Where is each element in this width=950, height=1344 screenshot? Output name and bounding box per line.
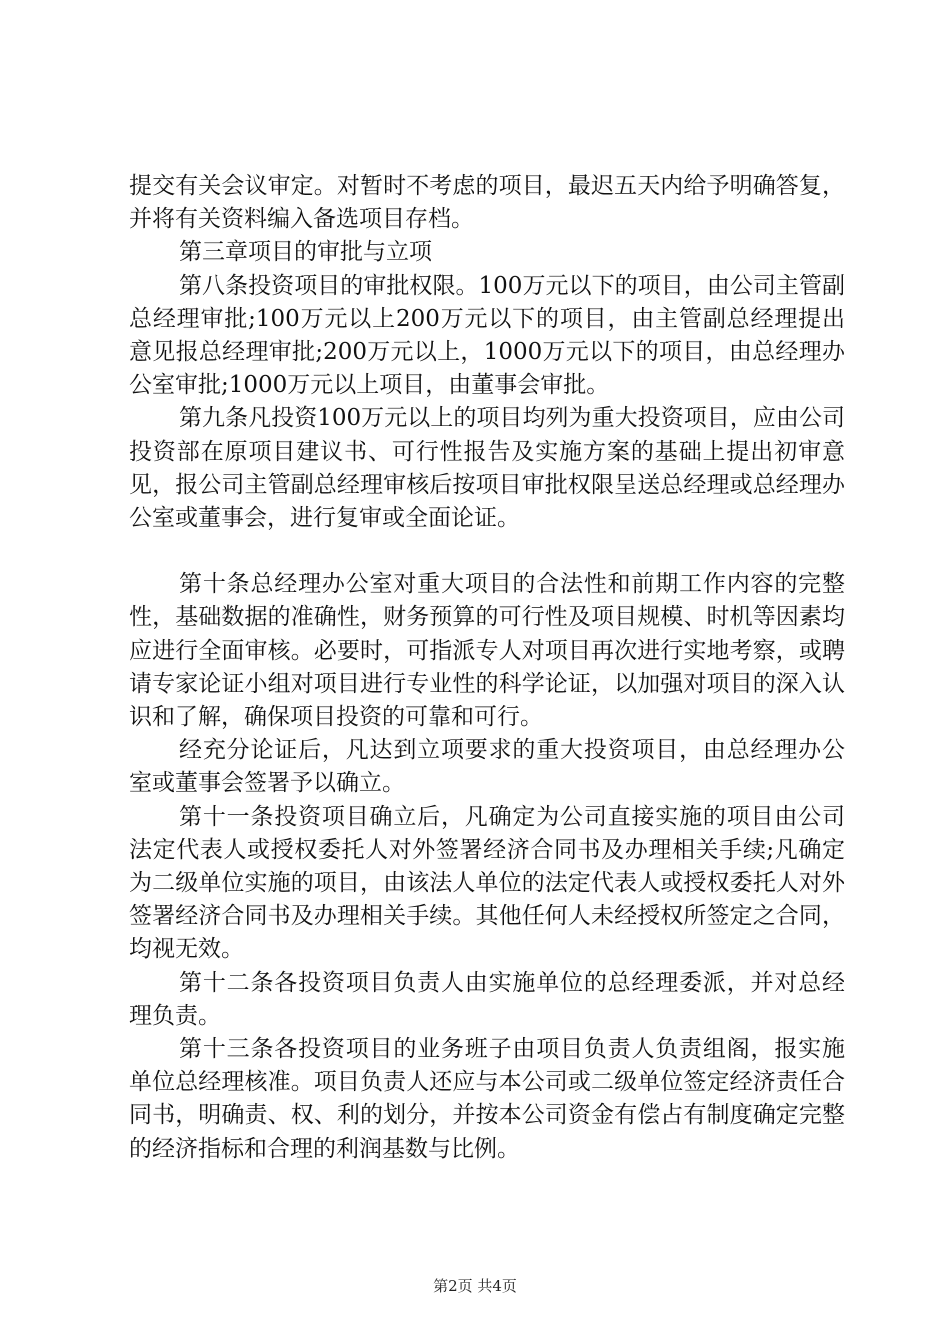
paragraph-article-13: 第十三条各投资项目的业务班子由项目负责人负责组阁，报实施单位总经理核准。项目负责人还应与本公司或二级单位签定经济责任合同书，明确责、权、利的划分，并按本公司资金有偿占有制度确定完整的经济指标和合理的利润基数与比例。 — [129, 1036, 845, 1162]
paragraph-approval: 经充分论证后，凡达到立项要求的重大投资项目，由总经理办公室或董事会签署予以确立。 — [129, 737, 845, 797]
page-number-footer: 第2页 共4页 — [433, 1277, 517, 1295]
paragraph-article-8: 第八条投资项目的审批权限。100万元以下的项目，由公司主管副总经理审批;100万元以上200万元以下的项目，由主管副总经理提出意见报总经理审批;200万元以上，1000万元以下的项目，由总经理办公室审批;1000万元以上项目，由董事会审批。 — [129, 272, 845, 399]
document-body — [129, 170, 845, 1166]
paragraph-spacer — [129, 535, 845, 568]
paragraph-article-12: 第十二条各投资项目负责人由实施单位的总经理委派，并对总经理负责。 — [129, 969, 845, 1029]
paragraph-article-10: 第十条总经理办公室对重大项目的合法性和前期工作内容的完整性，基础数据的准确性，财务预算的可行性及项目规模、时机等因素均应进行全面审核。必要时，可指派专人对项目再次进行实地考察，或聘请专家论证小组对项目进行专业性的科学论证，以加强对项目的深入认识和了解，确保项目投资的可靠和可行。 — [129, 571, 845, 731]
paragraph-article-11: 第十一条投资项目确立后，凡确定为公司直接实施的项目由公司法定代表人或授权委托人对外签署经济合同书及办理相关手续;凡确定为二级单位实施的项目，由该法人单位的法定代表人或授权委托人对外签署经济合同书及办理相关手续。其他任何人未经授权所签定之合同，均视无效。 — [129, 803, 845, 963]
chapter-heading: 第三章项目的审批与立项 — [179, 239, 432, 266]
paragraph-article-9: 第九条凡投资100万元以上的项目均列为重大投资项目，应由公司投资部在原项目建议书、可行性报告及实施方案的基础上提出初审意见，报公司主管副总经理审核后按项目审批权限呈送总经理或总经理办公室或董事会，进行复审或全面论证。 — [129, 405, 845, 532]
paragraph-continuation: 提交有关会议审定。对暂时不考虑的项目，最迟五天内给予明确答复，并将有关资料编入备选项目存档。 — [129, 173, 845, 233]
